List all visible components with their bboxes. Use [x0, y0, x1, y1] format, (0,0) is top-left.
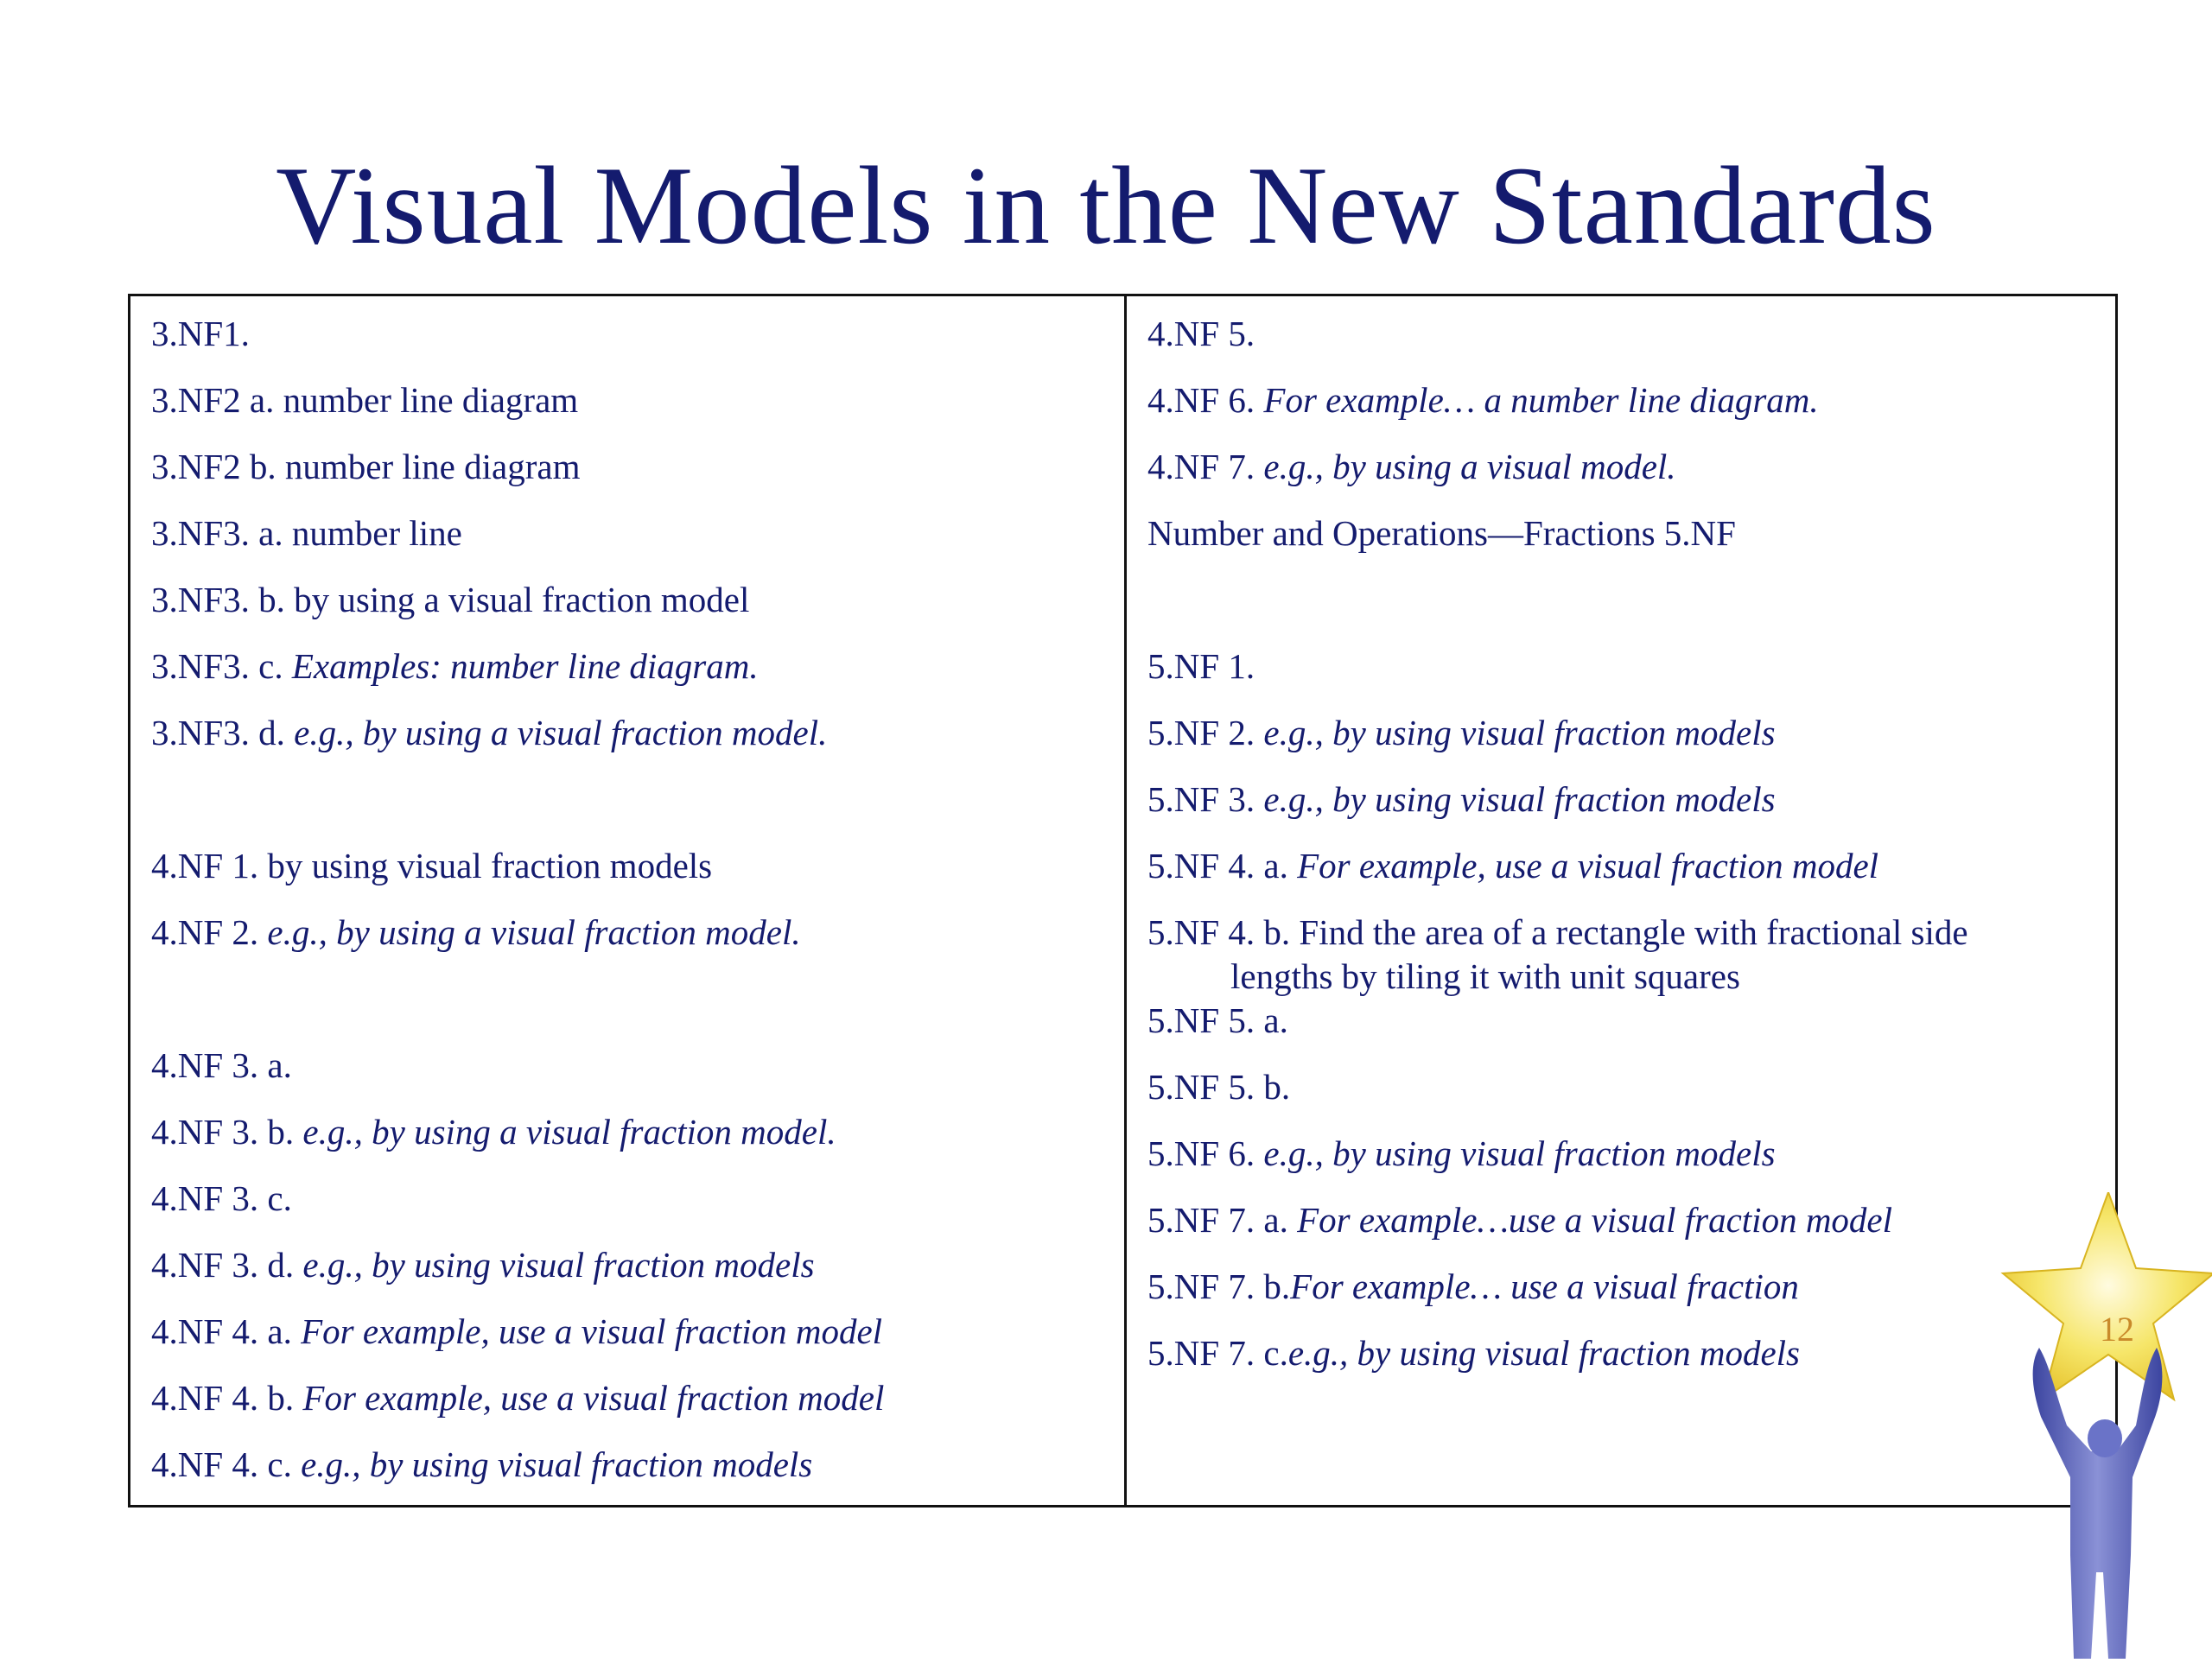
- star-person-icon: [1987, 1192, 2212, 1659]
- list-item: 4.NF 6. For example… a number line diagram.: [1147, 380, 1819, 420]
- list-item: Number and Operations—Fractions 5.NF: [1147, 513, 1736, 553]
- list-item: 4.NF 5.: [1147, 314, 1255, 353]
- list-item: 4.NF 1. by using visual fraction models: [151, 846, 713, 885]
- list-item: 3.NF2 b. number line diagram: [151, 447, 581, 486]
- list-item: 4.NF 3. b. e.g., by using a visual fraction model.: [151, 1112, 836, 1152]
- list-item: 4.NF 3. d. e.g., by using visual fraction models: [151, 1245, 815, 1285]
- list-item-continuation: lengths by tiling it with unit squares: [1230, 956, 1740, 996]
- slide-number: 12: [2100, 1310, 2134, 1349]
- list-item: 5.NF 7. c.e.g., by using visual fraction models: [1147, 1333, 1801, 1373]
- list-item: 5.NF 5. b.: [1147, 1067, 1291, 1107]
- list-item: 4.NF 4. b. For example, use a visual fraction model: [151, 1378, 885, 1418]
- list-item: 5.NF 5. a.: [1147, 1000, 1288, 1040]
- column-divider: [1124, 296, 1127, 1505]
- list-item: 4.NF 3. c.: [151, 1178, 292, 1218]
- list-item: 4.NF 3. a.: [151, 1045, 292, 1085]
- list-item: 5.NF 7. a. For example…use a visual fraction model: [1147, 1200, 1893, 1240]
- list-item: 5.NF 4. b. Find the area of a rectangle with fractional side: [1147, 912, 1968, 952]
- list-item: 3.NF2 a. number line diagram: [151, 380, 579, 420]
- list-item: 4.NF 2. e.g., by using a visual fraction model.: [151, 912, 801, 952]
- list-item: 5.NF 1.: [1147, 646, 1255, 686]
- list-item: 3.NF3. b. by using a visual fraction model: [151, 580, 750, 619]
- list-item: 3.NF3. c. Examples: number line diagram.: [151, 646, 759, 686]
- list-item: 4.NF 7. e.g., by using a visual model.: [1147, 447, 1676, 486]
- list-item: 4.NF 4. a. For example, use a visual fraction model: [151, 1311, 883, 1351]
- list-item: 4.NF 4. c. e.g., by using visual fraction models: [151, 1444, 813, 1484]
- slide-title: Visual Models in the New Standards: [276, 143, 1936, 267]
- standards-table: [128, 294, 2118, 1507]
- list-item: 5.NF 6. e.g., by using visual fraction models: [1147, 1133, 1776, 1173]
- star-person-graphic: [1987, 1192, 2212, 1659]
- list-item: 3.NF1.: [151, 314, 250, 353]
- list-item: 5.NF 4. a. For example, use a visual fraction model: [1147, 846, 1879, 885]
- list-item: 5.NF 2. e.g., by using visual fraction models: [1147, 713, 1776, 752]
- list-item: 3.NF3. a. number line: [151, 513, 462, 553]
- list-item: 5.NF 7. b.For example… use a visual fraction: [1147, 1266, 1799, 1306]
- list-item: 5.NF 3. e.g., by using visual fraction models: [1147, 779, 1776, 819]
- list-item: 3.NF3. d. e.g., by using a visual fraction model.: [151, 713, 828, 752]
